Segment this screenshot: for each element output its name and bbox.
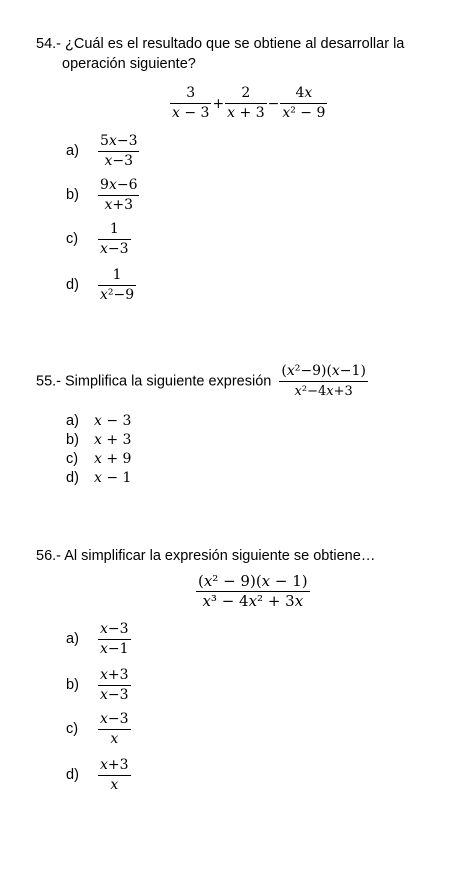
option-letter: d) <box>66 470 79 486</box>
option-letter: c) <box>66 451 79 467</box>
numerator: 9𝑥−6 <box>100 177 138 193</box>
minus-sign: − <box>267 95 280 112</box>
numerator: (𝑥²−9)(𝑥−1) <box>281 363 366 379</box>
option-letter: b) <box>66 187 79 204</box>
denominator: 𝑥−3 <box>100 687 129 703</box>
option-56-b[interactable] <box>66 668 131 703</box>
numerator: 4𝑥 <box>295 85 313 101</box>
numerator: 1 <box>112 267 122 283</box>
option-value: 𝑥 + 9 <box>94 451 132 467</box>
numerator: 𝑥+3 <box>100 757 129 773</box>
numerator: 𝑥−3 <box>100 711 129 727</box>
option-letter: d) <box>66 277 79 294</box>
denominator: 𝑥 <box>110 731 119 747</box>
option-56-a[interactable] <box>66 622 131 657</box>
option-55-c[interactable] <box>66 450 131 469</box>
option-55-d[interactable] <box>66 469 131 488</box>
option-56-c[interactable] <box>66 712 131 747</box>
numerator: 2 <box>241 85 251 101</box>
option-54-d[interactable] <box>66 268 136 303</box>
option-55-b[interactable] <box>66 431 131 450</box>
numerator: 𝑥+3 <box>100 667 129 683</box>
denominator: 𝑥²−4𝑥+3 <box>294 384 353 399</box>
denominator: 𝑥−3 <box>104 153 134 169</box>
option-54-c[interactable] <box>66 222 131 257</box>
question-55-options <box>66 412 131 488</box>
question-55 <box>36 364 368 399</box>
denominator: 𝑥−3 <box>100 241 129 257</box>
option-fraction <box>98 134 139 169</box>
fraction <box>170 86 211 121</box>
fraction <box>280 86 327 121</box>
option-fraction <box>98 668 131 703</box>
option-letter: c) <box>66 721 79 738</box>
question-54-text-line2: operación siguiente? <box>62 56 196 72</box>
option-value: 𝑥 + 3 <box>94 432 132 448</box>
option-letter: c) <box>66 231 79 248</box>
option-letter: b) <box>66 677 79 694</box>
numerator: 1 <box>109 221 119 237</box>
option-letter: b) <box>66 432 79 448</box>
option-fraction <box>98 178 139 213</box>
question-54-text-line1: 54.- ¿Cuál es el resultado que se obtiene al desarrollar la <box>36 36 405 52</box>
question-55-expression <box>279 364 368 399</box>
option-56-d[interactable] <box>66 758 131 793</box>
denominator: 𝑥+3 <box>104 197 134 213</box>
question-54-expression <box>170 86 327 121</box>
option-fraction <box>98 712 131 747</box>
fraction <box>196 574 310 609</box>
numerator: 5𝑥−3 <box>100 133 138 149</box>
denominator: 𝑥 + 3 <box>227 105 265 121</box>
option-54-b[interactable] <box>66 178 139 213</box>
question-56-text: 56.- Al simplificar la expresión siguiente se obtiene… <box>36 548 376 564</box>
option-letter: a) <box>66 631 79 648</box>
option-letter: d) <box>66 767 79 784</box>
denominator: 𝑥 <box>110 777 119 793</box>
denominator: 𝑥−1 <box>100 641 129 657</box>
option-fraction <box>98 222 131 257</box>
option-fraction <box>98 622 131 657</box>
option-fraction <box>98 758 131 793</box>
plus-sign: + <box>212 95 225 112</box>
numerator: (𝑥² − 9)(𝑥 − 1) <box>198 572 308 590</box>
option-value: 𝑥 − 1 <box>94 470 132 486</box>
denominator: 𝑥²−9 <box>100 287 135 303</box>
question-55-text: 55.- Simplifica la siguiente expresión <box>36 373 272 390</box>
denominator: 𝑥² − 9 <box>282 105 326 121</box>
option-fraction <box>98 268 136 303</box>
numerator: 𝑥−3 <box>100 621 129 637</box>
option-letter: a) <box>66 143 79 160</box>
fraction <box>225 86 266 121</box>
question-56-expression <box>196 574 310 609</box>
option-value: 𝑥 − 3 <box>94 413 132 429</box>
option-54-a[interactable] <box>66 134 139 169</box>
option-55-a[interactable] <box>66 412 131 431</box>
option-letter: a) <box>66 413 79 429</box>
denominator: 𝑥³ − 4𝑥² + 3𝑥 <box>202 592 304 610</box>
numerator: 3 <box>186 85 196 101</box>
denominator: 𝑥 − 3 <box>172 105 210 121</box>
